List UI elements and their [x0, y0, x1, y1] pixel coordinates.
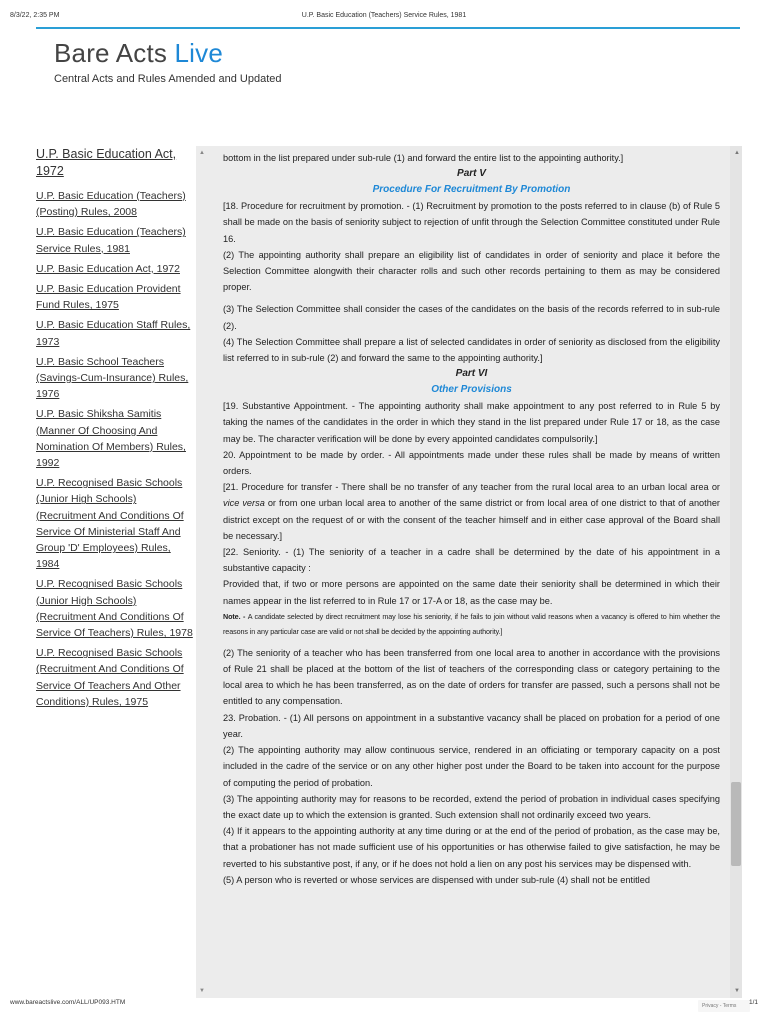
sidebar-link-basic-education-act[interactable]: U.P. Basic Education Act, 1972	[36, 262, 180, 275]
rule-18-2: (2) The appointing authority shall prepare an eligibility list of candidates in order of seniority and place it before the Selection Committee alongwith their character rolls and such other records pertaining to them as may be considered proper.	[223, 249, 720, 293]
rule-22-proviso: Provided that, if two or more persons are appointed on the same date their seniority shall be determined in which their names appear in the list referred to in Rule 17 or 17-A or 18, as the case may be.	[223, 579, 720, 606]
sidebar-link-savings-insurance-rules[interactable]: U.P. Basic School Teachers (Savings-Cum-Insurance) Rules, 1976	[36, 355, 189, 401]
sidebar-link-up-basic-education-act[interactable]: U.P. Basic Education Act, 1972	[36, 147, 177, 178]
header-divider	[36, 27, 740, 29]
site-logo[interactable]	[54, 38, 223, 69]
rule-23-1: 23. Probation. - (1) All persons on appointment in a substantive vacancy shall be placed on probation for a period of one year.	[223, 712, 720, 739]
sidebar-link-provident-fund-rules[interactable]: U.P. Basic Education Provident Fund Rules, 1975	[36, 283, 181, 312]
site-tagline: Central Acts and Rules Amended and Updated	[54, 73, 282, 85]
sidebar-link-teachers-posting-rules[interactable]: U.P. Basic Education (Teachers) (Posting) Rules, 2008	[36, 190, 186, 219]
rule-19: [19. Substantive Appointment. - The appointing authority shall make appointment to any post referred to in Rule 5 by taking the names of the candidates in the order in which they stand in the list prepared under Rule 17 or 18, as the case may be. The character verification will be done by every appointed candidates compulsorily.]	[223, 401, 720, 444]
print-footer	[10, 999, 758, 1009]
sidebar-link-teachers-service-rules[interactable]: U.P. Basic Education (Teachers) Service Rules, 1981	[36, 226, 186, 255]
rule-18-3: (3) The Selection Committee shall consider the cases of the candidates on the basis of the records referred to in sub-rule (2).	[223, 304, 720, 331]
sidebar-nav	[36, 146, 194, 714]
scroll-down-icon[interactable]: ▼	[199, 988, 205, 994]
print-page-number: 1/1	[748, 999, 758, 1006]
rule-23-5: (5) A person who is reverted or whose services are dispensed with under sub-rule (4) shall not be entitled	[223, 874, 650, 885]
scrollbar-up-icon[interactable]: ▲	[734, 150, 740, 156]
rule-23-4: (4) If it appears to the appointing authority at any time during or at the end of the period of probation, as the case may be, that a probationer has not made sufficient use of his opportunities or has otherwise failed to give satisfaction, he may be reverted to his substantive post, if any, or if he does not hold a lien on any post his services may be dispensed with.	[223, 826, 720, 869]
rule-23-3: (3) The appointing authority may for reasons to be recorded, extend the period of probation in individual cases specifying the exact date up to which the extension is granted. Such extension shall not ordinarily exceed two years.	[223, 793, 720, 820]
site-title-accent: Live	[174, 38, 224, 68]
print-title: U.P. Basic Education (Teachers) Service Rules, 1981	[301, 12, 467, 19]
rule-22-1: [22. Seniority. - (1) The seniority of a teacher in a cadre shall be determined by the date of his appointment in a substantive capacity :	[223, 547, 720, 574]
section-heading-other: Other Provisions	[431, 384, 512, 396]
rule-18-4: (4) The Selection Committee shall prepare a list of selected candidates in order of seniority as disclosed from the eligibility list referred to in sub-rule (2) and forward the same to the appointing authority.]	[223, 336, 720, 364]
print-header	[10, 12, 758, 24]
scroll-up-icon[interactable]: ▲	[199, 150, 205, 156]
text-line-top: bottom in the list prepared under sub-rule (1) and forward the entire list to the appointing authority.]	[223, 153, 624, 163]
section-heading-promotion: Procedure For Recruitment By Promotion	[372, 184, 571, 196]
rules-text	[223, 150, 720, 888]
scrollbar-thumb[interactable]	[731, 782, 741, 866]
sidebar-link-shiksha-samitis-rules[interactable]: U.P. Basic Shiksha Samitis (Manner Of Choosing And Nomination Of Members) Rules, 1992	[36, 408, 186, 470]
rules-content-frame[interactable]	[196, 146, 742, 998]
part-v-heading: Part V	[457, 168, 486, 180]
sidebar-link-jhs-teachers-rules[interactable]: U.P. Recognised Basic Schools (Junior High Schools) (Recruitment And Conditions Of Service Of Teachers) Rules, 1978	[36, 578, 193, 640]
rule-23-2: (2) The appointing authority may allow continuous service, rendered in an officiating or temporary capacity on a post included in the cadre of the service or on any other higher post under the Board to be taken into account for the purpose of computing the period of probation.	[223, 745, 720, 788]
rule-18-1: [18. Procedure for recruitment by promotion. - (1) Recruitment by promotion to the posts referred to in clause (b) of Rule 5 shall be made on the basis of seniority subject to rejection of unfit through the Selection Committee constituted under Rule 16.	[223, 201, 720, 244]
print-date: 8/3/22, 2:35 PM	[10, 12, 60, 19]
recaptcha-badge[interactable]: Privacy - Terms	[698, 1000, 750, 1012]
sidebar-link-ministerial-staff-rules[interactable]: U.P. Recognised Basic Schools (Junior High Schools) (Recruitment And Conditions Of Service Of Ministerial Staff And Group 'D' Employees) Rules, 1984	[36, 477, 184, 571]
rule-22-note: Note. - A candidate selected by direct recruitment may lose his seniority, if he fails to join without valid reasons when a vacancy is offered to him whether the reasons in any particular case are valid or not shall be decided by the appointing authority.]	[223, 611, 720, 636]
rule-20: 20. Appointment to be made by order. - All appointments made under these rules shall be made by means of written orders.	[223, 449, 720, 477]
rule-22-2: (2) The seniority of a teacher who has been transferred from one local area to another in accordance with the provisions of Rule 21 shall be placed at the bottom of the list of teachers of the corresponding class or category pertaining to the local area to which he has been transferred, as on the date of orders for transfer are passed, such a persons shall not be entitled to any compensation.	[223, 647, 720, 707]
site-title-main: Bare Acts	[54, 38, 168, 68]
scrollbar-down-icon[interactable]: ▼	[734, 988, 740, 994]
content-scrollbar[interactable]	[730, 146, 742, 998]
sidebar-link-recognised-schools-rules[interactable]: U.P. Recognised Basic Schools (Recruitment And Conditions Of Service Of Teachers And Other Conditions) Rules, 1975	[36, 647, 184, 708]
print-url: www.bareactslive.com/ALL/UP093.HTM	[10, 999, 126, 1006]
sidebar-link-staff-rules[interactable]: U.P. Basic Education Staff Rules, 1973	[36, 319, 191, 348]
rule-21: [21. Procedure for transfer - There shall be no transfer of any teacher from the rural local area to an urban local area or vice versa or from one urban local area to another of the same district or from local area of one district to that of another district except on the request of or with the consent of the teacher himself and in either case approval of the Board shall be necessary.]	[223, 482, 720, 541]
part-vi-heading: Part VI	[455, 368, 488, 380]
